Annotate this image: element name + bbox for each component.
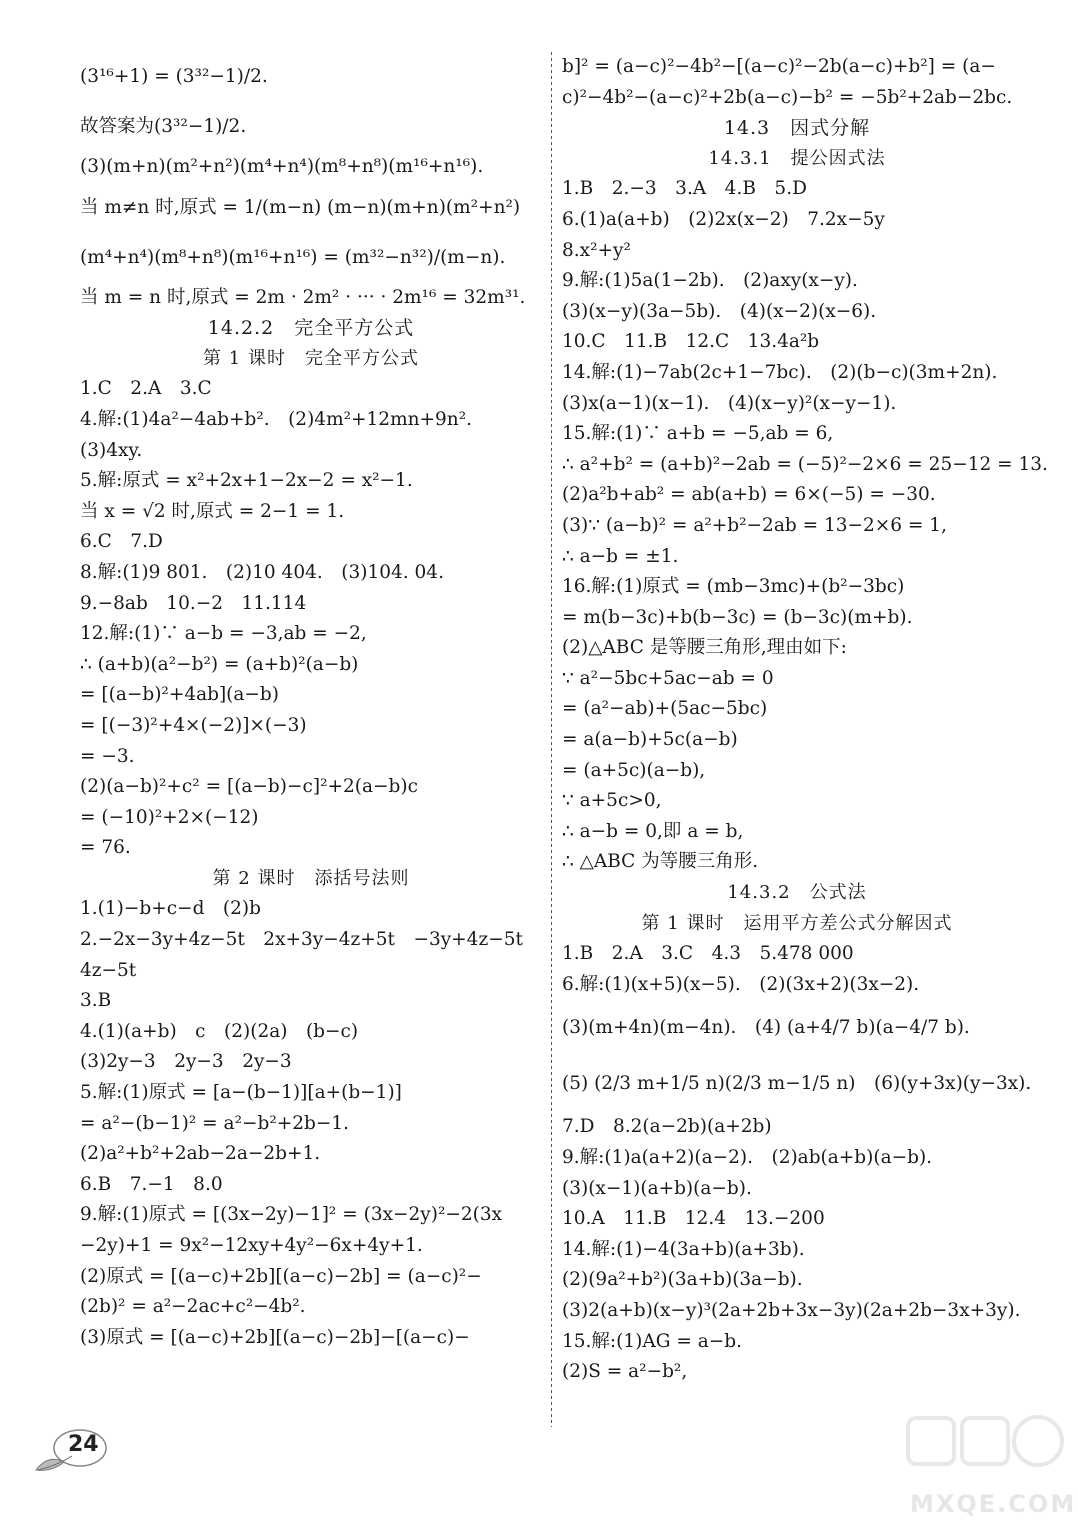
text-line: 8.x²+y²	[562, 239, 631, 261]
text-line: 1.(1)−b+c−d (2)b	[80, 898, 261, 920]
column-divider	[549, 52, 555, 1427]
lesson-heading: 第 2 课时 添括号法则	[212, 867, 410, 889]
watermark-logo	[900, 1410, 1077, 1530]
text-line: 16.解:(1)原式 = (mb−3mc)+(b²−3bc)	[562, 576, 905, 598]
text-line: (2)△ABC 是等腰三角形,理由如下:	[562, 637, 847, 659]
text-line: ∴ a−b = 0,即 a = b,	[562, 820, 744, 842]
text-line: (3)(m+4n)(m−4n). (4) (a+4/7 b)(a−4/7 b).	[562, 1017, 970, 1039]
text-line: = (a²−ab)+(5ac−5bc)	[562, 698, 768, 720]
text-line: ∵ a²−5bc+5ac−ab = 0	[562, 667, 774, 689]
text-line: 5.解:(1)原式 = [a−(b−1)][a+(b−1)]	[80, 1082, 402, 1104]
text-line: b]² = (a−c)²−4b²−[(a−c)²−2b(a−c)+b²] = (a−	[562, 56, 996, 77]
text-line: c)²−4b²−(a−c)²+2b(a−c)−b² = −5b²+2ab−2bc.	[562, 86, 1013, 108]
text-line: (3)原式 = [(a−c)+2b][(a−c)−2b]−[(a−c)−	[80, 1326, 470, 1348]
text-line: (3)(m+n)(m²+n²)(m⁴+n⁴)(m⁸+n⁸)(m¹⁶+n¹⁶).	[80, 156, 484, 177]
text-line: −2y)+1 = 9x²−12xy+4y²−6x+4y+1.	[80, 1235, 423, 1256]
text-line: 9.−8ab 10.−2 11.114	[80, 592, 307, 614]
text-line: 10.A 11.B 12.4 13.−200	[562, 1208, 825, 1230]
text-line: 故答案为(3³²−1)/2.	[80, 116, 247, 137]
text-line: 4.解:(1)4a²−4ab+b². (2)4m²+12mn+9n².	[80, 408, 473, 430]
text-line: 6.B 7.−1 8.0	[80, 1173, 223, 1195]
text-line: (3¹⁶+1) = (3³²−1)/2.	[80, 66, 268, 87]
text-line: 6.(1)a(a+b) (2)2x(x−2) 7.2x−5y	[562, 208, 885, 230]
watermark-text: MXQE.COM	[910, 1490, 1077, 1518]
lesson-heading: 第 1 课时 完全平方公式	[203, 347, 419, 369]
subsection-heading: 14.3.1 提公因式法	[708, 147, 886, 169]
right-column	[562, 52, 1048, 1388]
left-column	[80, 52, 542, 1353]
text-line: 1.C 2.A 3.C	[80, 378, 212, 400]
text-line: 3.B	[80, 990, 112, 1012]
text-line: ∴ △ABC 为等腰三角形.	[562, 851, 759, 873]
section-heading: 14.3 因式分解	[723, 117, 871, 140]
lesson-heading: 第 1 课时 运用平方差公式分解因式	[641, 912, 953, 934]
text-line: (2)S = a²−b²,	[562, 1361, 688, 1383]
text-line: (m⁴+n⁴)(m⁸+n⁸)(m¹⁶+n¹⁶) = (m³²−n³²)/(m−n).	[80, 246, 506, 268]
section-heading: 14.2.2 完全平方公式	[207, 317, 415, 340]
text-line: 当 m = n 时,原式 = 2m · 2m² · ··· · 2m¹⁶ = 32m³¹.	[80, 286, 526, 308]
text-line: (2)(9a²+b²)(3a+b)(3a−b).	[562, 1269, 803, 1291]
text-line: (2)(a−b)²+c² = [(a−b)−c]²+2(a−b)c	[80, 776, 418, 798]
text-line: 15.解:(1)AG = a−b.	[562, 1330, 743, 1352]
text-line: (3)4xy.	[80, 439, 143, 461]
page-number-badge	[28, 1426, 128, 1480]
text-line: 当 x = √2 时,原式 = 2−1 = 1.	[80, 500, 345, 522]
text-line: 9.解:(1)原式 = [(3x−2y)−1]² = (3x−2y)²−2(3x	[80, 1204, 503, 1226]
text-line: = [(−3)²+4×(−2)]×(−3)	[80, 714, 307, 736]
subsection-heading: 14.3.2 公式法	[727, 882, 867, 904]
text-line: (5) (2/3 m+1/5 n)(2/3 m−1/5 n) (6)(y+3x)(y−3x).	[562, 1073, 1032, 1095]
text-line: 14.解:(1)−7ab(2c+1−7bc). (2)(b−c)(3m+2n).	[562, 361, 998, 383]
text-line: ∵ a+5c>0,	[562, 790, 662, 812]
text-line: 8.解:(1)9 801. (2)10 404. (3)104. 04.	[80, 561, 444, 583]
text-line: 1.B 2.A 3.C 4.3 5.478 000	[562, 943, 854, 965]
text-line: (3)(x−y)(3a−5b). (4)(x−2)(x−6).	[562, 300, 877, 322]
watermark-seal-icon	[900, 1410, 1070, 1490]
text-line: (3)2(a+b)(x−y)³(2a+2b+3x−3y)(2a+2b−3x+3y).	[562, 1299, 1021, 1321]
text-line: = (a+5c)(a−b),	[562, 759, 706, 781]
text-line: ∴ a²+b² = (a+b)²−2ab = (−5)²−2×6 = 25−12 = 13.	[562, 453, 1048, 475]
text-line: = (−10)²+2×(−12)	[80, 806, 259, 828]
page-number: 24	[68, 1432, 99, 1457]
text-line: (2)a²b+ab² = ab(a+b) = 6×(−5) = −30.	[562, 484, 936, 506]
text-line: = a²−(b−1)² = a²−b²+2b−1.	[80, 1112, 350, 1134]
text-line: (3)x(a−1)(x−1). (4)(x−y)²(x−y−1).	[562, 392, 897, 414]
text-line: 12.解:(1)∵ a−b = −3,ab = −2,	[80, 623, 367, 645]
text-line: (3)∵ (a−b)² = a²+b²−2ab = 13−2×6 = 1,	[562, 514, 947, 536]
text-line: = 76.	[80, 837, 131, 859]
text-line: 5.解:原式 = x²+2x+1−2x−2 = x²−1.	[80, 470, 413, 492]
text-line: 9.解:(1)5a(1−2b). (2)axy(x−y).	[562, 270, 858, 292]
text-line: 15.解:(1)∵ a+b = −5,ab = 6,	[562, 423, 834, 445]
text-line: 当 m≠n 时,原式 = 1/(m−n) (m−n)(m+n)(m²+n²)	[80, 196, 521, 218]
text-line: ∴ a−b = ±1.	[562, 545, 679, 567]
text-line: (2)原式 = [(a−c)+2b][(a−c)−2b] = (a−c)²−	[80, 1265, 482, 1287]
text-line: (2)a²+b²+2ab−2a−2b+1.	[80, 1143, 321, 1165]
text-line: 9.解:(1)a(a+2)(a−2). (2)ab(a+b)(a−b).	[562, 1147, 933, 1168]
text-line: 2.−2x−3y+4z−5t 2x+3y−4z+5t −3y+4z−5t	[80, 929, 523, 951]
text-line: (3)(x−1)(a+b)(a−b).	[562, 1177, 752, 1199]
text-line: 7.D 8.2(a−2b)(a+2b)	[562, 1116, 772, 1138]
text-line: 1.B 2.−3 3.A 4.B 5.D	[562, 178, 807, 200]
text-line: 10.C 11.B 12.C 13.4a²b	[562, 331, 820, 353]
text-line: 4.(1)(a+b) c (2)(2a) (b−c)	[80, 1020, 359, 1042]
text-line: 6.解:(1)(x+5)(x−5). (2)(3x+2)(3x−2).	[562, 973, 920, 995]
text-line: 6.C 7.D	[80, 531, 163, 553]
text-line: 4z−5t	[80, 959, 137, 981]
text-line: = [(a−b)²+4ab](a−b)	[80, 684, 279, 706]
text-line: = m(b−3c)+b(b−3c) = (b−3c)(m+b).	[562, 606, 913, 628]
text-line: (3)2y−3 2y−3 2y−3	[80, 1051, 292, 1073]
text-line: = a(a−b)+5c(a−b)	[562, 729, 738, 751]
text-line: 14.解:(1)−4(3a+b)(a+3b).	[562, 1238, 805, 1260]
text-line: (2b)² = a²−2ac+c²−4b².	[80, 1296, 306, 1318]
text-line: ∴ (a+b)(a²−b²) = (a+b)²(a−b)	[80, 653, 359, 675]
text-line: = −3.	[80, 745, 135, 767]
